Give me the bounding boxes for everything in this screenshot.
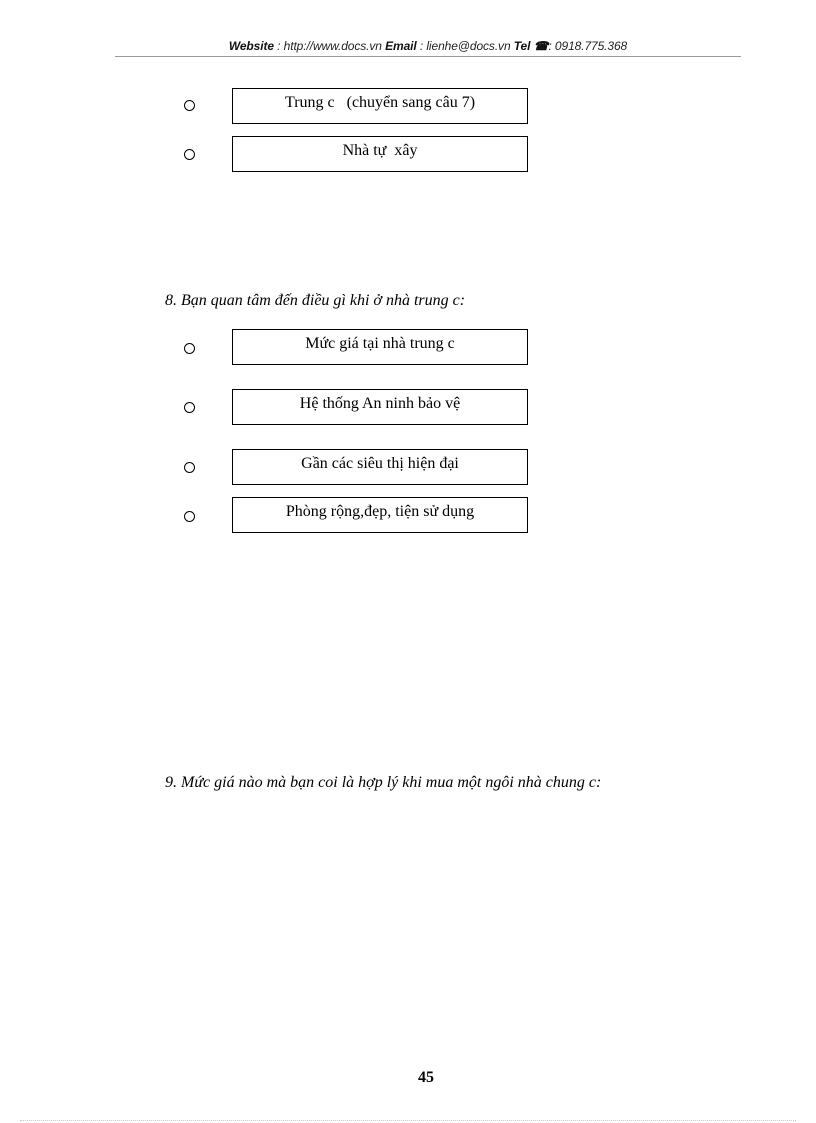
tel-value: : 0918.775.368	[548, 39, 628, 53]
q8-option-3-label: Gần các siêu thị hiện đại	[301, 455, 459, 472]
q7-option-2-box[interactable]	[232, 136, 528, 172]
website-value: : http://www.docs.vn	[277, 39, 382, 53]
page-number: 45	[418, 1069, 434, 1086]
q8-option-3-box[interactable]	[232, 449, 528, 485]
q8-option-3-radio[interactable]	[184, 462, 195, 473]
q7-option-1-label: Trung c (chuyển sang câu 7)	[284, 94, 476, 111]
footer-divider	[20, 1120, 796, 1121]
q7-option-1-radio[interactable]	[184, 100, 195, 111]
q8-option-4-label: Phòng rộng,đẹp, tiện sử dụng	[285, 503, 475, 520]
q8-option-1-box[interactable]	[232, 329, 528, 365]
email-label: Email	[385, 39, 417, 53]
q8-option-1-radio[interactable]	[184, 343, 195, 354]
q7-option-2-label: Nhà tự xây	[342, 142, 418, 159]
page-header	[115, 39, 741, 53]
q8-option-2-box[interactable]	[232, 389, 528, 425]
q8-option-2-label: Hệ thống An ninh bảo vệ	[299, 395, 461, 412]
header-divider	[115, 56, 741, 57]
email-value: : lienhe@docs.vn	[419, 39, 511, 53]
question-8: 8. Bạn quan tâm đến điều gì khi ở nhà trung c:	[165, 292, 466, 309]
phone-icon: ☎	[533, 39, 549, 53]
q8-option-2-radio[interactable]	[184, 402, 195, 413]
q7-option-1-box[interactable]	[232, 88, 528, 124]
question-9: 9. Mức giá nào mà bạn coi là hợp lý khi mua một ngôi nhà chung c:	[165, 774, 602, 791]
q8-option-4-radio[interactable]	[184, 511, 195, 522]
website-label: Website	[228, 39, 274, 53]
q7-option-2-radio[interactable]	[184, 149, 195, 160]
q8-option-1-label: Mức giá tại nhà trung c	[305, 335, 455, 352]
q8-option-4-box[interactable]	[232, 497, 528, 533]
tel-label: Tel	[513, 39, 531, 53]
